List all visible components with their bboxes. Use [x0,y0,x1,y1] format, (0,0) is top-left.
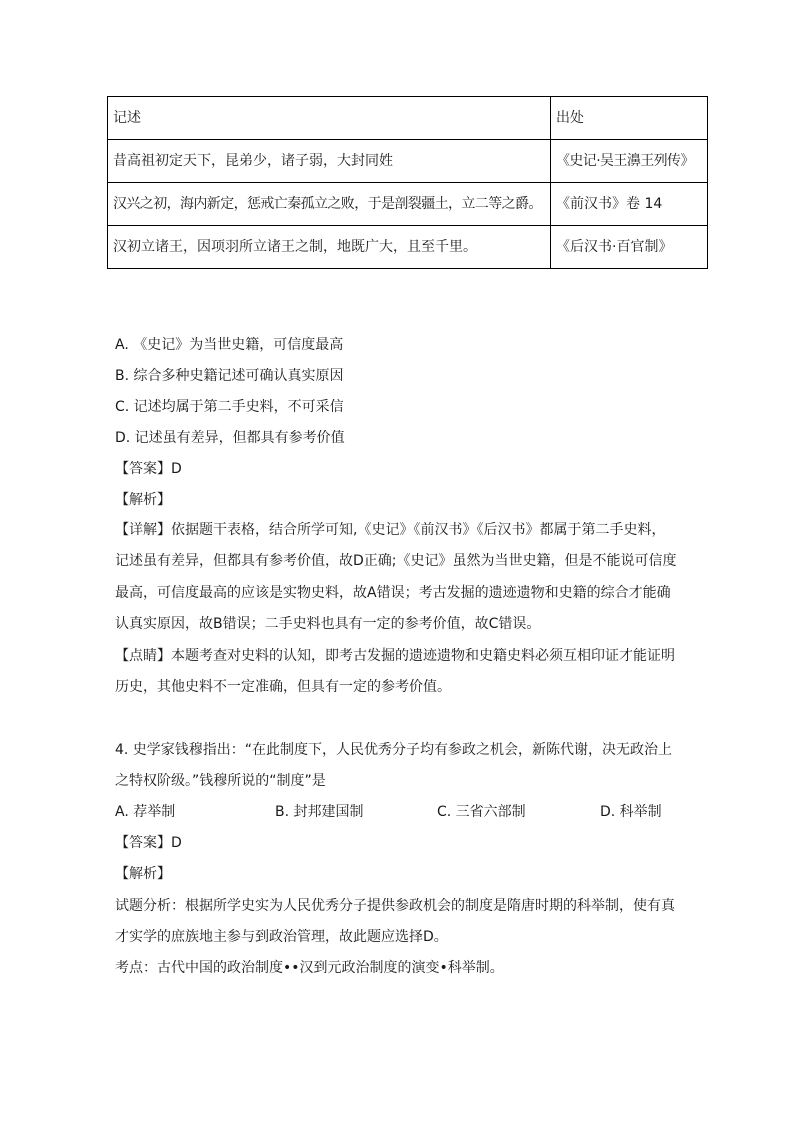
table-cell: 汉初立诸王，因项羽所立诸王之制，地既广大，且至千里。 [108,226,551,269]
q4-option-b: B. 封邦建国制 [275,804,364,820]
q3-option-b: B. 综合多种史籍记述可确认真实原因 [115,368,344,384]
table-cell: 《后汉书·百官制》 [551,226,708,269]
table-header-row [108,97,708,140]
q3-point-line: 历史，其他史料不一定准确，但具有一定的参考价值。 [115,679,451,695]
q3-option-d: D. 记述虽有差异，但都具有参考价值 [115,430,345,446]
table-cell: 昔高祖初定天下，昆弟少，诸子弱，大封同姓 [108,140,551,183]
q4-option-a: A. 荐举制 [115,804,176,820]
q4-stem-line: 之特权阶级。”钱穆所说的“制度”是 [115,773,326,789]
q4-analysis-line: 试题分析：根据所学史实为人民优秀分子提供参政机会的制度是隋唐时期的科举制，使有真 [115,898,675,914]
q3-detail-line: 认真实原因，故B错误；二手史料也具有一定的参考价值，故C错误。 [115,616,541,632]
table-header-cell: 记述 [108,97,551,140]
q4-option-c: C. 三省六部制 [437,804,526,820]
source-table [107,96,708,269]
q4-answer: 【答案】D [115,835,182,851]
q3-answer: 【答案】D [115,461,182,477]
q3-option-c: C. 记述均属于第二手史料，不可采信 [115,399,344,415]
q4-stem-line: 4. 史学家钱穆指出：“在此制度下，人民优秀分子均有参政之机会，新陈代谢，决无政治上 [115,742,673,758]
table-cell: 《前汉书》卷 14 [551,183,708,226]
table-row [108,140,708,183]
table-row [108,226,708,269]
table-cell: 汉兴之初，海内新定，惩戒亡秦孤立之败，于是剖裂疆土，立二等之爵。 [108,183,551,226]
q3-detail-line: 【详解】依据题干表格，结合所学可知,《史记》《前汉书》《后汉书》都属于第二手史料， [115,522,666,538]
q3-point-line: 【点睛】本题考查对史料的认知，即考古发掘的遗迹遗物和史籍史料必须互相印证才能证明 [115,648,675,664]
q3-analysis-label: 【解析】 [115,492,171,508]
table-header-cell: 出处 [551,97,708,140]
q3-detail-line: 记述虽有差异，但都具有参考价值，故D正确;《史记》虽然为当世史籍，但是不能说可信度 [115,553,677,569]
q4-option-d: D. 科举制 [600,804,662,820]
q4-analysis-line: 考点：古代中国的政治制度••汉到元政治制度的演变•科举制。 [115,960,504,976]
table-cell: 《史记·吴王濞王列传》 [551,140,708,183]
q3-detail-line: 最高，可信度最高的应该是实物史料，故A错误；考古发掘的遗迹遗物和史籍的综合才能确 [115,585,671,601]
q4-analysis-label: 【解析】 [115,866,171,882]
q4-analysis-line: 才实学的庶族地主参与到政治管理，故此题应选择D。 [115,929,448,945]
table-row [108,183,708,226]
q3-option-a: A. 《史记》为当世史籍，可信度最高 [115,337,344,353]
